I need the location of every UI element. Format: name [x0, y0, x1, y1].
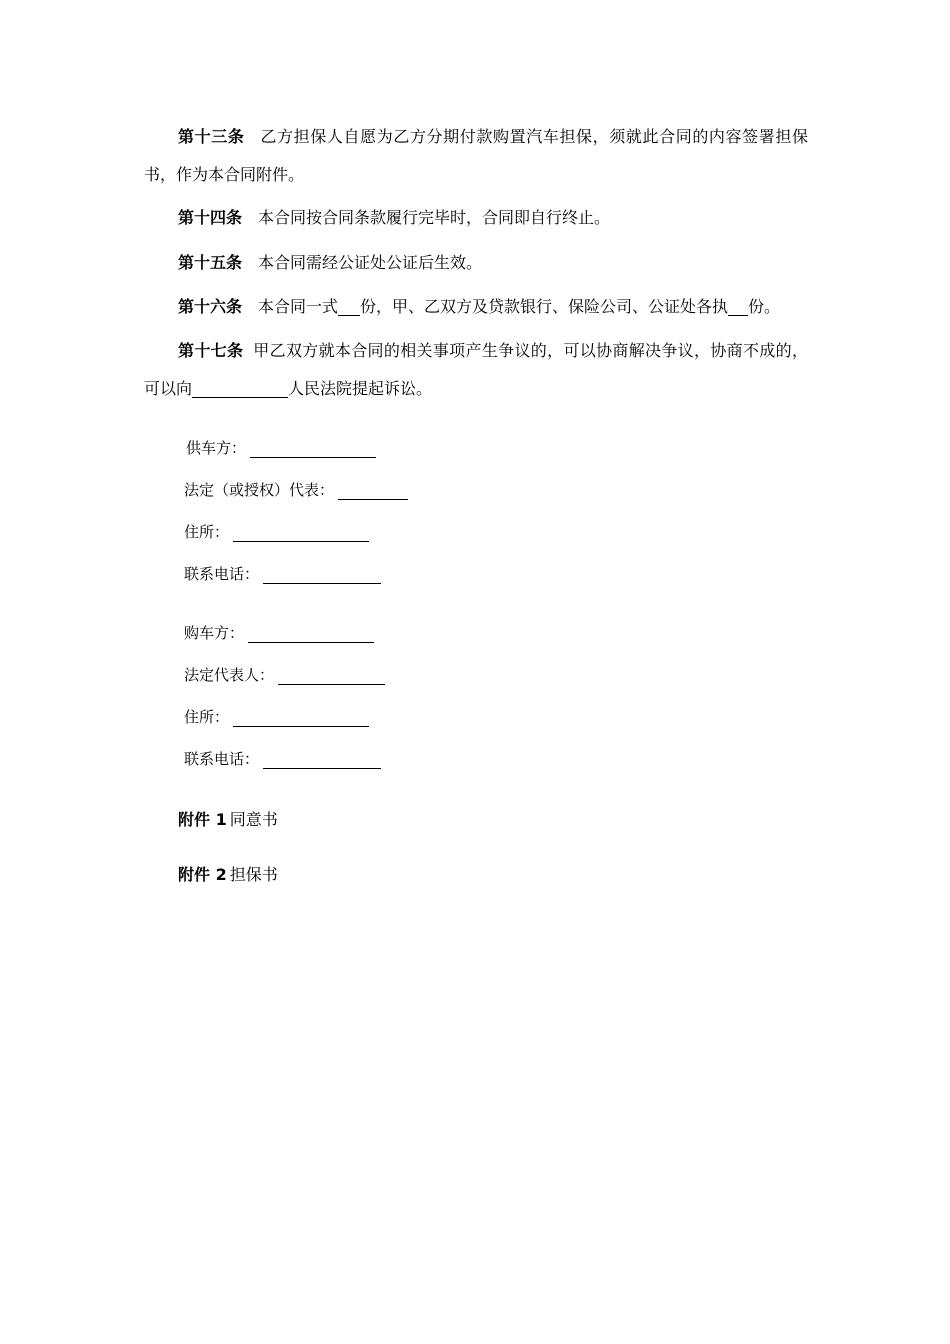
supplier-rep-field[interactable]: [338, 482, 408, 500]
buyer-party-line: [184, 622, 374, 644]
article-text: 甲乙双方就本合同的相关事项产生争议的，可以协商解决争议，协商不成的，可以向: [144, 341, 808, 398]
supplier-address-label: 住所：: [184, 523, 230, 541]
attachment-2: [178, 863, 278, 887]
buyer-phone-field[interactable]: [263, 751, 381, 769]
attachment-title: 担保书: [229, 865, 278, 884]
buyer-rep-field[interactable]: [278, 667, 385, 685]
article-text: 本合同按合同条款履行完毕时，合同即自行终止。: [258, 208, 611, 227]
blank-copies-each[interactable]: [728, 297, 748, 316]
supplier-party-line: [186, 437, 376, 459]
supplier-phone-line: [184, 563, 381, 585]
supplier-address-field[interactable]: [233, 524, 369, 542]
attachment-title: 同意书: [229, 810, 278, 829]
attachment-1: [178, 808, 278, 832]
article-15: [144, 244, 808, 282]
article-text: 乙方担保人自愿为乙方分期付款购置汽车担保，须就此合同的内容签署担保书，作为本合同附件。: [144, 127, 808, 184]
article-text: 本合同需经公证处公证后生效。: [258, 253, 483, 272]
supplier-phone-label: 联系电话：: [184, 565, 260, 583]
article-text: 份，甲、乙双方及贷款银行、保险公司、公证处各执: [360, 297, 729, 316]
buyer-party-field[interactable]: [248, 625, 374, 643]
attachment-label: 附件 2: [178, 865, 227, 884]
supplier-party-label: 供车方：: [186, 439, 247, 457]
article-text: 本合同一式: [258, 297, 339, 316]
article-number: 第十六条: [178, 297, 243, 316]
supplier-address-line: [184, 521, 369, 543]
attachment-label: 附件 1: [178, 810, 227, 829]
article-17: [144, 332, 808, 408]
article-number: 第十四条: [178, 208, 243, 227]
blank-copies-total[interactable]: [338, 297, 360, 316]
buyer-phone-line: [184, 748, 381, 770]
supplier-party-field[interactable]: [250, 440, 376, 458]
supplier-rep-label: 法定（或授权）代表：: [184, 481, 335, 499]
buyer-phone-label: 联系电话：: [184, 750, 260, 768]
article-16: [144, 288, 808, 326]
buyer-address-label: 住所：: [184, 708, 230, 726]
buyer-address-field[interactable]: [233, 709, 369, 727]
article-text: 人民法院提起诉讼。: [288, 379, 433, 398]
article-13: [144, 118, 808, 194]
article-14: [144, 199, 808, 237]
buyer-party-label: 购车方：: [184, 624, 245, 642]
blank-court-name[interactable]: [192, 379, 288, 398]
buyer-address-line: [184, 706, 369, 728]
buyer-rep-label: 法定代表人：: [184, 666, 275, 684]
article-number: 第十七条: [178, 341, 244, 360]
supplier-rep-line: [184, 479, 408, 501]
supplier-phone-field[interactable]: [263, 566, 381, 584]
article-number: 第十三条: [178, 127, 245, 146]
article-text: 份。: [748, 297, 781, 316]
buyer-rep-line: [184, 664, 385, 686]
article-number: 第十五条: [178, 253, 243, 272]
